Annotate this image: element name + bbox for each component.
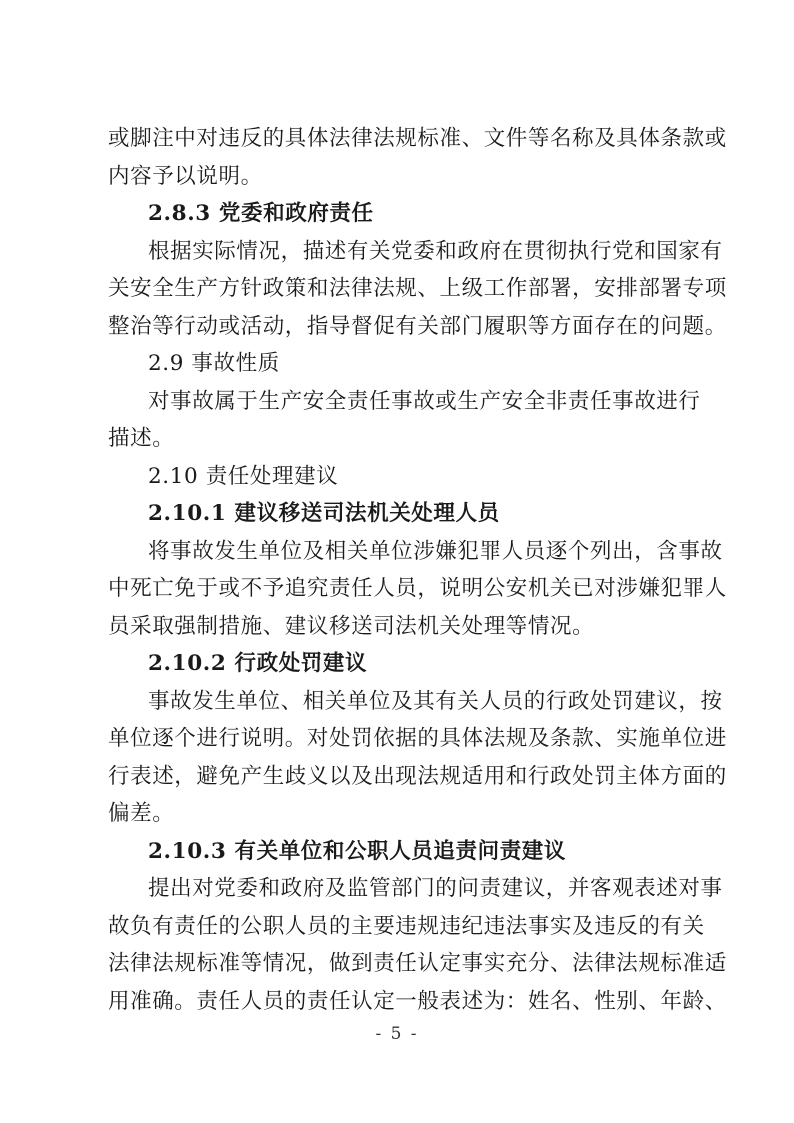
body-text-line: 法律法规标准等情况，做到责任认定事实充分、法律法规标准适 bbox=[108, 951, 727, 976]
body-text-line: 中死亡免于或不予追究责任人员，说明公安机关已对涉嫌犯罪人 bbox=[108, 576, 727, 601]
section-heading-2-9: 2.9 事故性质 bbox=[148, 351, 280, 376]
body-text-line: 事故发生单位、相关单位及其有关人员的行政处罚建议，按 bbox=[148, 688, 723, 714]
section-heading-2-10-3: 2.10.3 有关单位和公职人员追责问责建议 bbox=[148, 838, 566, 864]
body-text-line: 关安全生产方针政策和法律法规、上级工作部署，安排部署专项 bbox=[108, 276, 727, 301]
body-text-line: 将事故发生单位及相关单位涉嫌犯罪人员逐个列出，含事故 bbox=[148, 538, 723, 564]
body-text-line: 内容予以说明。 bbox=[108, 163, 263, 189]
body-text-line: 整治等行动或活动，指导督促有关部门履职等方面存在的问题。 bbox=[108, 313, 727, 339]
body-text-line: 提出对党委和政府及监管部门的问责建议，并客观表述对事 bbox=[148, 876, 723, 901]
body-text-line: 用准确。责任人员的责任认定一般表述为：姓名、性别、年龄、 bbox=[108, 988, 727, 1014]
body-text-line: 员采取强制措施、建议移送司法机关处理等情况。 bbox=[108, 613, 595, 639]
body-text-line: 对事故属于生产安全责任事故或生产安全非责任事故进行 bbox=[148, 388, 701, 414]
body-text-line: 根据实际情况，描述有关党委和政府在贯彻执行党和国家有 bbox=[148, 238, 723, 264]
body-text-line: 单位逐个进行说明。对处罚依据的具体法规及条款、实施单位进 bbox=[108, 726, 727, 751]
section-heading-2-10-1: 2.10.1 建议移送司法机关处理人员 bbox=[148, 501, 500, 526]
page-number: - 5 - bbox=[375, 1024, 419, 1044]
body-text-line: 行表述，避免产生歧义以及出现法规适用和行政处罚主体方面的 bbox=[108, 763, 727, 789]
body-text-line: 或脚注中对违反的具体法律法规标准、文件等名称及具体条款或 bbox=[108, 126, 727, 151]
document-body bbox=[108, 120, 727, 1020]
body-text-line: 故负有责任的公职人员的主要违规违纪违法事实及违反的有关 bbox=[108, 913, 705, 939]
section-heading-2-10-2: 2.10.2 行政处罚建议 bbox=[148, 651, 368, 676]
body-text-line: 描述。 bbox=[108, 426, 175, 451]
section-heading-2-10: 2.10 责任处理建议 bbox=[148, 463, 339, 489]
section-heading-2-8-3: 2.8.3 党委和政府责任 bbox=[148, 201, 374, 226]
body-text-line: 偏差。 bbox=[108, 801, 175, 826]
